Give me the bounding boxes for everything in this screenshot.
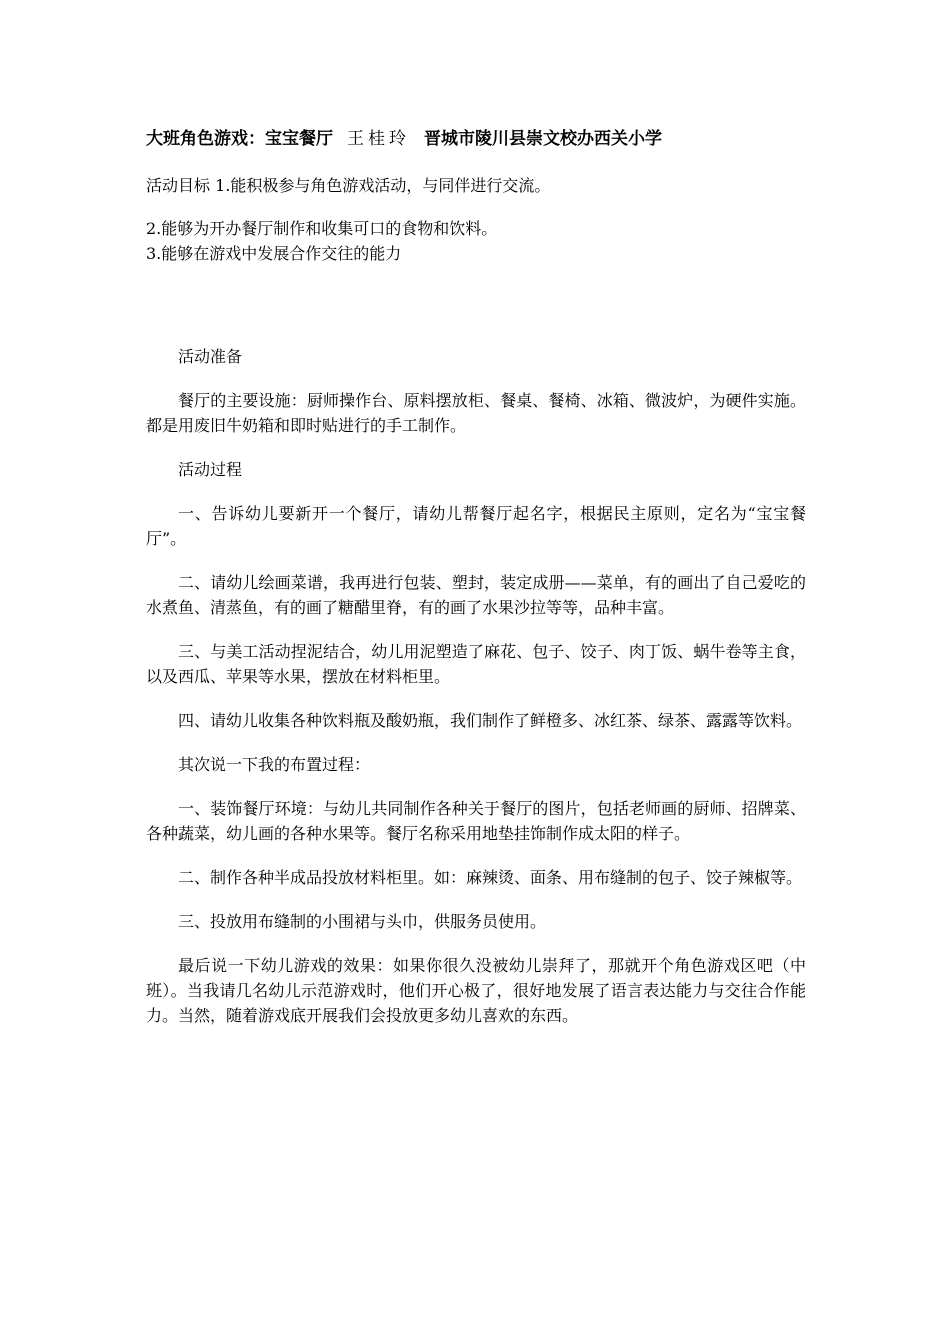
goal-item-2: 2.能够为开办餐厅制作和收集可口的食物和饮料。	[146, 219, 498, 238]
preparation-paragraph: 餐厅的主要设施：厨师操作台、原料摆放柜、餐桌、餐椅、冰箱、微波炉，为硬件实施。都是用废旧牛奶箱和即时贴进行的手工制作。	[146, 391, 806, 435]
goal-item-1: 活动目标 1.能积极参与角色游戏活动，与同伴进行交流。	[146, 176, 551, 195]
section-heading-preparation: 活动准备	[178, 347, 243, 366]
school-name: 晋城市陵川县崇文校办西关小学	[424, 129, 662, 149]
document-title: 大班角色游戏：宝宝餐厅	[146, 129, 333, 149]
process-step-4: 四、请幼儿收集各种饮料瓶及酸奶瓶，我们制作了鲜橙多、冰红茶、绿茶、露露等饮料。	[178, 711, 803, 730]
title-line	[146, 128, 806, 150]
layout-step-3: 三、投放用布缝制的小围裙与头巾，供服务员使用。	[178, 912, 547, 931]
layout-intro: 其次说一下我的布置过程：	[178, 755, 371, 774]
conclusion-paragraph: 最后说一下幼儿游戏的效果：如果你很久没被幼儿崇拜了，那就开个角色游戏区吧（中班）。当我请几名幼儿示范游戏时，他们开心极了，很好地发展了语言表达能力与交往合作能力。当然，随着游戏底开展我们会投放更多幼儿喜欢的东西。	[146, 956, 806, 1025]
section-heading-process: 活动过程	[178, 460, 243, 479]
process-step-1: 一、告诉幼儿要新开一个餐厅，请幼儿帮餐厅起名字，根据民主原则，定名为“宝宝餐厅”。	[146, 504, 806, 548]
layout-step-1: 一、装饰餐厅环境：与幼儿共同制作各种关于餐厅的图片，包括老师画的厨师、招牌菜、各种蔬菜，幼儿画的各种水果等。餐厅名称采用地垫挂饰制作成太阳的样子。	[146, 799, 806, 843]
process-step-3: 三、与美工活动捏泥结合，幼儿用泥塑造了麻花、包子、饺子、肉丁饭、蜗牛卷等主食，以及西瓜、苹果等水果，摆放在材料柜里。	[146, 642, 806, 686]
process-step-2: 二、请幼儿绘画菜谱，我再进行包装、塑封，装定成册——菜单，有的画出了自己爱吃的水煮鱼、清蒸鱼，有的画了糖醋里脊，有的画了水果沙拉等等，品种丰富。	[146, 573, 806, 617]
author-name: 王桂玲	[347, 129, 410, 149]
goal-item-3: 3.能够在游戏中发展合作交往的能力	[146, 244, 402, 263]
document-body	[146, 128, 806, 1028]
layout-step-2: 二、制作各种半成品投放材料柜里。如：麻辣烫、面条、用布缝制的包子、饺子辣椒等。	[178, 868, 803, 887]
